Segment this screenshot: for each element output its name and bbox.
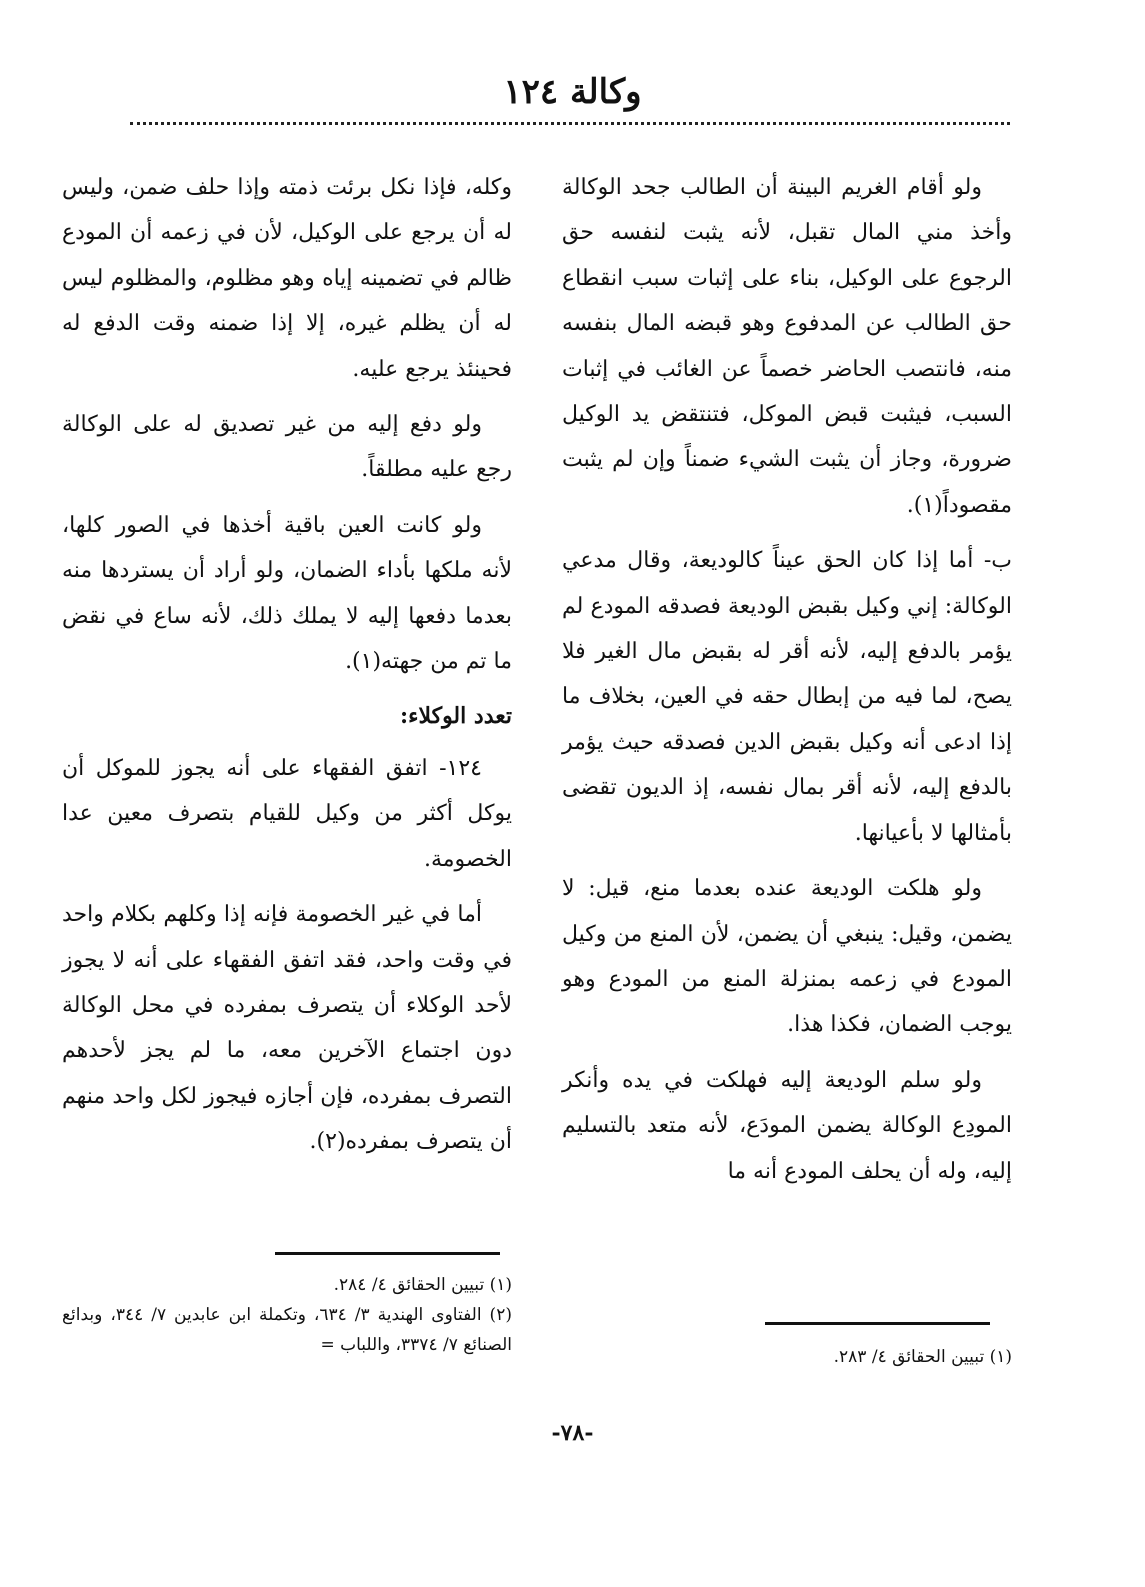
footnotes-right: [562, 1342, 1012, 1372]
paragraph: ب- أما إذا كان الحق عيناً كالوديعة، وقال مدعي الوكالة: إني وكيل بقبض الوديعة فصدقه المودع لم يؤمر بالدفع إليه، لأنه أقر له بقبض مال الغير فلا يصح، لما فيه من إبطال حقه في العين، بخلاف ما إذا ادعى أنه وكيل بقبض الدين فصدقه حيث يؤمر بالدفع إليه، لأنه أقر بمال نفسه، إذ الديون تقضى بأمثالها لا بأعيانها.: [562, 548, 1012, 846]
section-heading: تعدد الوكلاء:: [400, 703, 512, 730]
footnotes-left: [62, 1270, 512, 1360]
paragraph: ولو دفع إليه من غير تصديق له على الوكالة رجع عليه مطلقاً.: [62, 412, 512, 483]
paragraph: أما في غير الخصومة فإنه إذا وكلهم بكلام واحد في وقت واحد، فقد اتفق الفقهاء على أنه لا يجوز لأحد الوكلاء أن يتصرف بمفرده في محل الوكالة دون اجتماع الآخرين معه، ما لم يجز لأحدهم التصرف بمفرده، فإن أجازه فيجوز لكل واحد منهم أن يتصرف بمفرده(٢).: [62, 902, 512, 1155]
paragraph: ولو سلم الوديعة إليه فهلكت في يده وأنكر المودِع الوكالة يضمن المودَع، لأنه متعد بالتسليم إليه، وله أن يحلف المودع أنه ما: [562, 1067, 1012, 1184]
right-column: [562, 165, 1012, 1204]
footnote-rule-right: [765, 1322, 990, 1325]
left-column: [62, 165, 512, 1175]
footnote: (٢) الفتاوى الهندية ٣/ ٦٣٤، وتكملة ابن عابدين ٧/ ٣٤٤، وبدائع الصنائع ٧/ ٣٣٧٤، واللباب =: [62, 1305, 512, 1355]
footnote-rule-left: [275, 1252, 500, 1255]
running-header-title: وكالة ١٢٤: [503, 72, 642, 112]
footnote: (١) تبيين الحقائق ٤/ ٢٨٤.: [333, 1275, 512, 1295]
paragraph: وكله، فإذا نكل برئت ذمته وإذا حلف ضمن، وليس له أن يرجع على الوكيل، لأن في زعمه أن المودع ظالم في تضمينه إياه وهو مظلوم، والمظلوم ليس له أن يظلم غيره، إلا إذا ضمنه وقت الدفع له فحينئذ يرجع عليه.: [62, 175, 512, 382]
footnote: (١) تبيين الحقائق ٤/ ٢٨٣.: [833, 1347, 1012, 1367]
paragraph: ولو أقام الغريم البينة أن الطالب جحد الوكالة وأخذ مني المال تقبل، لأنه يثبت لنفسه حق الرجوع على الوكيل، بناء على إثبات سبب انقطاع حق الطالب عن المدفوع وهو قبضه المال بنفسه منه، فانتصب الحاضر خصماً عن الغائب في إثبات السبب، فيثبت قبض الموكل، فتنتقض يد الوكيل ضرورة، وجاز أن يثبت الشيء ضمناً وإن لم يثبت مقصوداً(١).: [562, 175, 1012, 518]
paragraph: ولو هلكت الوديعة عنده بعدما منع، قيل: لا يضمن، وقيل: ينبغي أن يضمن، لأن المنع من وكيل المودع في زعمه بمنزلة المنع من المودع وهو يوجب الضمان، فكذا هذا.: [562, 876, 1012, 1038]
header-dotted-rule: [130, 122, 1010, 125]
paragraph: ١٢٤- اتفق الفقهاء على أنه يجوز للموكل أن يوكل أكثر من وكيل للقيام بتصرف معين عدا الخصومة.: [62, 755, 512, 872]
page-number: -٧٨-: [551, 1420, 594, 1446]
paragraph: ولو كانت العين باقية أخذها في الصور كلها، لأنه ملكها بأداء الضمان، ولو أراد أن يستردها منه بعدما دفعها إليه لا يملك ذلك، لأنه ساع في نقض ما تم من جهته(١).: [62, 512, 512, 675]
